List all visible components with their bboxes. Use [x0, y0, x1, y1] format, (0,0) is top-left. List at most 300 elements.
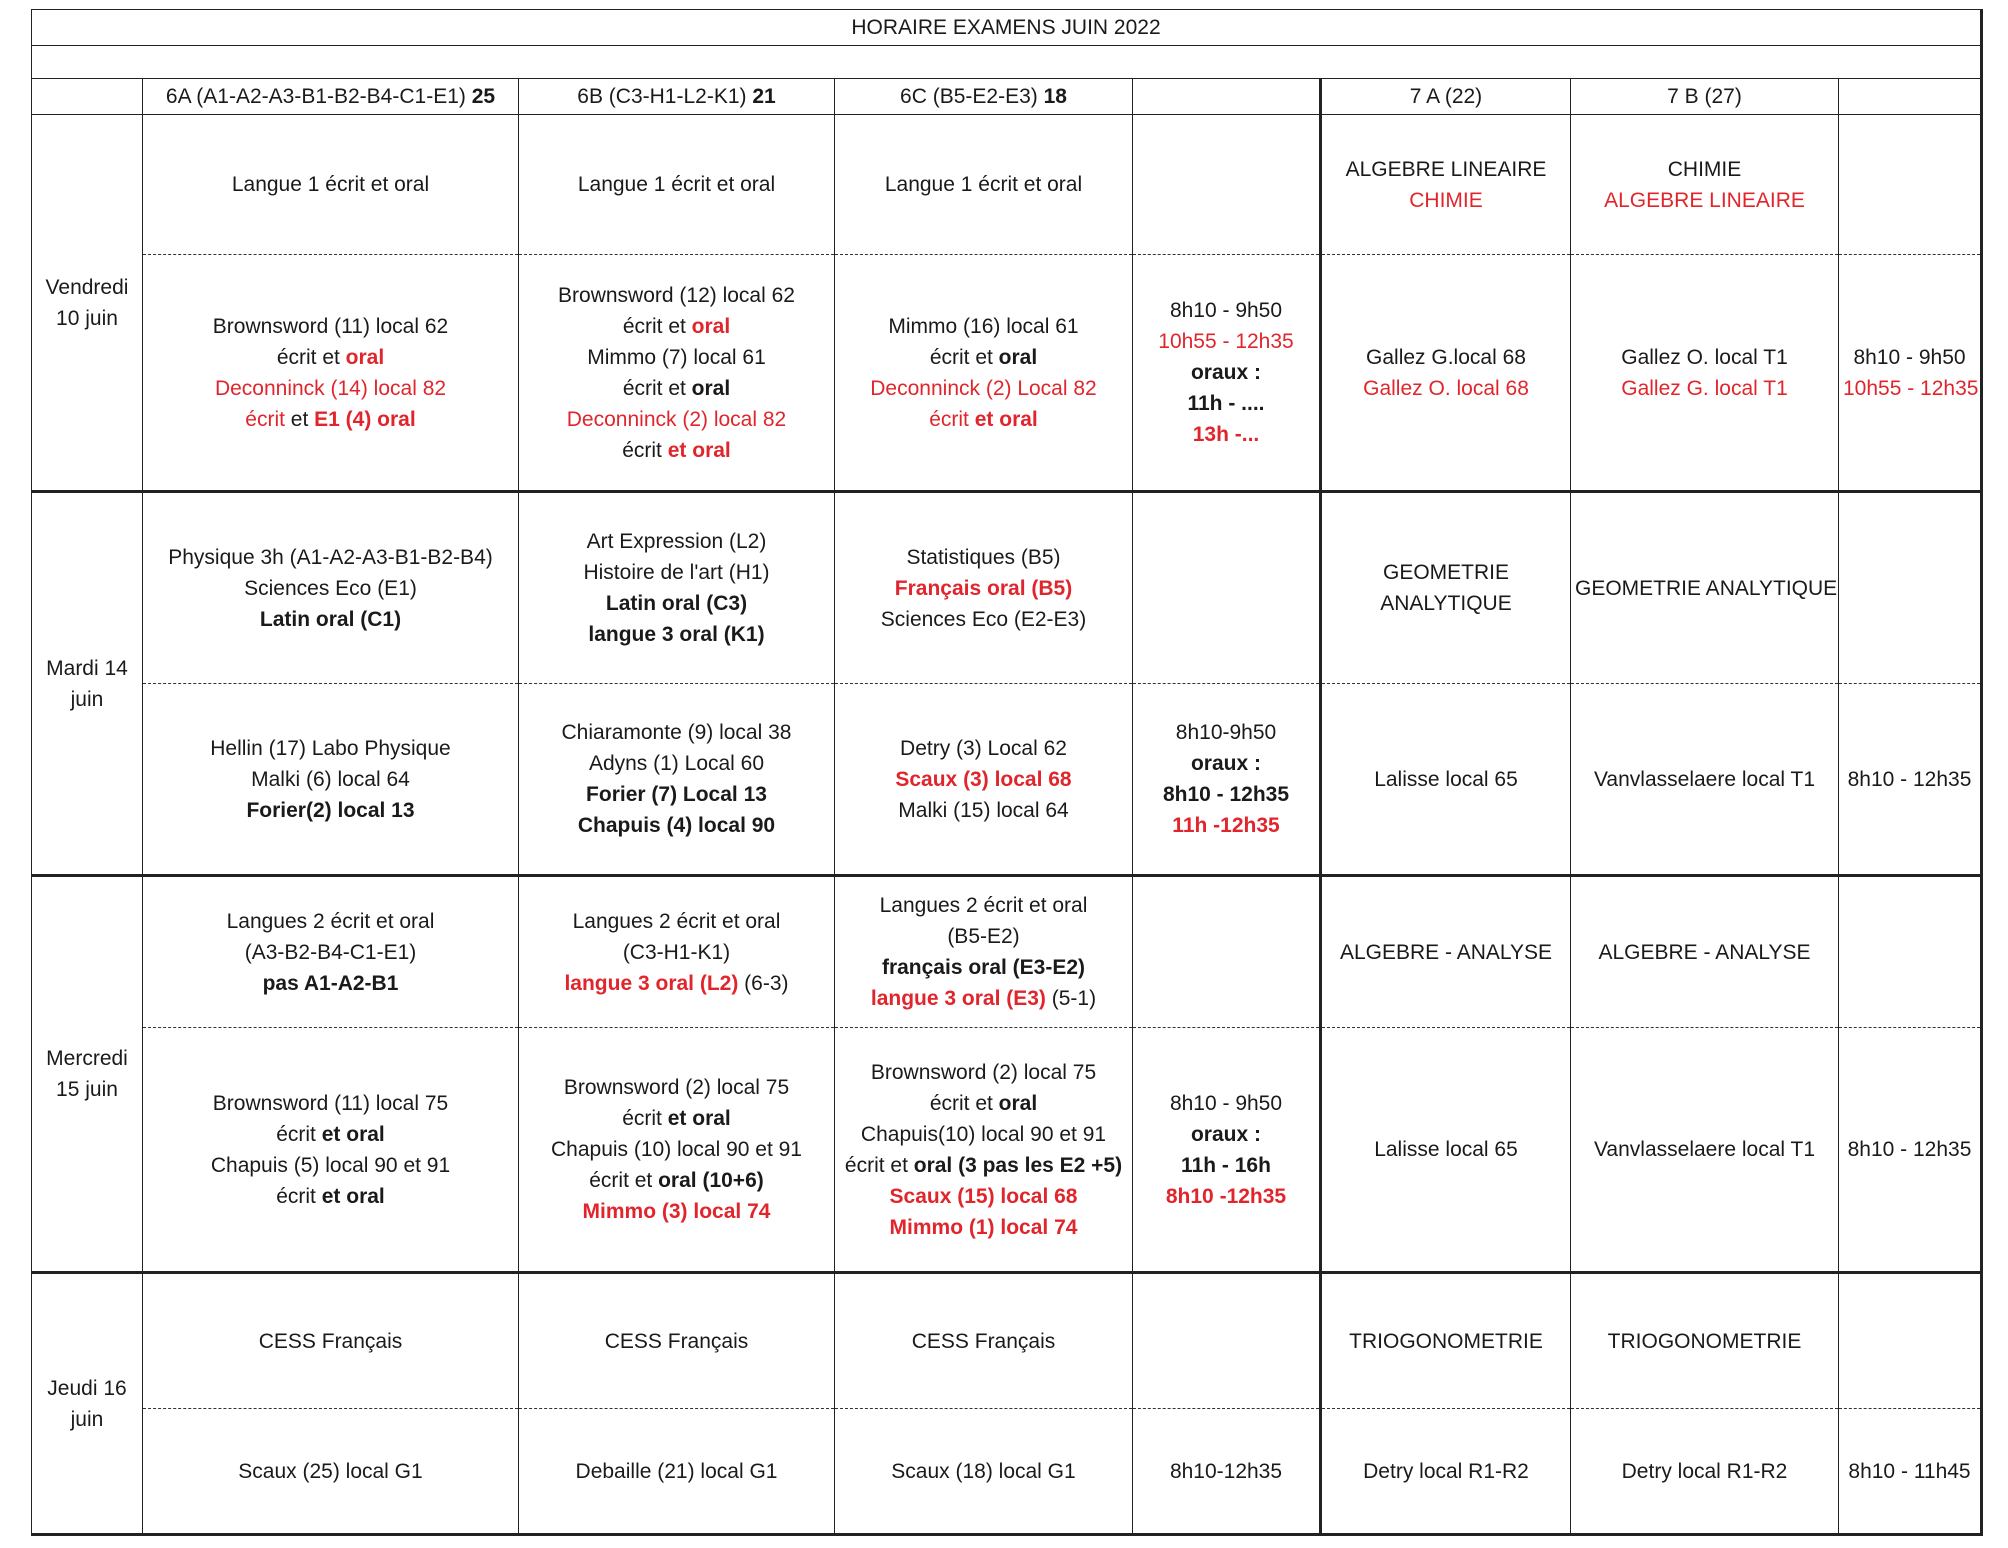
text-run: oral (10+6) — [658, 1169, 764, 1192]
text-run: Histoire de l'art (H1) — [583, 561, 770, 584]
text-run: Langues 2 écrit et oral — [879, 894, 1088, 917]
class-6c-count: 18 — [1043, 85, 1067, 108]
subject-cell-class-6c — [835, 115, 1133, 255]
cell-line — [523, 717, 830, 748]
subject-cell-class-6a — [143, 1273, 519, 1409]
day-room-row — [32, 684, 1982, 876]
cell-line — [1843, 1134, 1976, 1165]
cell-line — [839, 573, 1128, 604]
cell-line — [147, 311, 514, 342]
room-cell-time-7 — [1839, 1409, 1982, 1535]
text-run: Scaux (3) local 68 — [895, 767, 1072, 791]
day-room-row — [32, 255, 1982, 492]
text-run: et — [284, 407, 315, 431]
text-run: écrit et — [622, 314, 692, 338]
subject-cell-time-6 — [1133, 1273, 1321, 1409]
text-run: Latin oral (C3) — [605, 592, 748, 615]
cell-line — [839, 921, 1128, 952]
text-run: 8h10 -12h35 — [1165, 1184, 1287, 1208]
text-run: Detry local R1-R2 — [1363, 1459, 1529, 1483]
room-cell-class-6a — [143, 255, 519, 492]
text-run: Langue 1 écrit et oral — [577, 173, 776, 196]
subject-cell-class-6b — [519, 115, 835, 255]
room-cell-class-7b — [1571, 684, 1839, 876]
cell-line — [839, 604, 1128, 635]
text-run: écrit et — [929, 345, 999, 369]
cell-line — [1326, 1456, 1566, 1487]
subject-cell-class-7b — [1571, 115, 1839, 255]
cell-line — [839, 1119, 1128, 1150]
subject-cell-time-7 — [1839, 1273, 1982, 1409]
header-time-7 — [1839, 79, 1982, 115]
text-run: Brownsword (2) local 75 — [870, 1060, 1097, 1084]
text-run: Latin oral (C1) — [259, 607, 402, 631]
cell-line — [1326, 342, 1566, 373]
subject-cell-class-7a — [1321, 876, 1571, 1028]
cell-line — [1137, 388, 1315, 419]
cell-line — [839, 342, 1128, 373]
text-run: écrit — [929, 407, 975, 431]
text-run: Mimmo (7) local 61 — [587, 345, 766, 369]
text-run: et oral — [974, 407, 1038, 431]
text-run: écrit — [276, 1122, 322, 1146]
cell-line — [147, 733, 514, 764]
day-label-line: 10 juin — [56, 306, 118, 330]
cell-line — [839, 733, 1128, 764]
cell-line — [523, 779, 830, 810]
day-label — [32, 492, 143, 876]
text-run: Malki (15) local 64 — [898, 798, 1069, 822]
cell-line — [147, 795, 514, 826]
text-run: Brownsword (12) local 62 — [558, 283, 795, 307]
text-run: Physique 3h (A1-A2-A3-B1-B2-B4) — [168, 545, 493, 569]
cell-line — [523, 1072, 830, 1103]
text-run: oral — [345, 345, 385, 369]
text-run: CHIMIE — [1409, 188, 1483, 212]
text-run: langue 3 oral (L2) — [564, 971, 739, 995]
subject-cell-class-6b — [519, 876, 835, 1028]
exam-schedule-table — [31, 9, 1983, 1536]
text-run: écrit — [622, 438, 668, 462]
text-run: Brownsword (11) local 62 — [212, 314, 449, 338]
cell-line — [1326, 764, 1566, 795]
text-run: ALGEBRE LINEAIRE — [1604, 188, 1805, 212]
cell-line — [147, 342, 514, 373]
text-run: ALGEBRE - ANALYSE — [1598, 940, 1811, 964]
day-subject-row — [32, 876, 1982, 1028]
text-run: Langue 1 écrit et oral — [231, 173, 430, 196]
cell-line — [523, 1103, 830, 1134]
cell-line — [1137, 419, 1315, 450]
text-run: Deconninck (2) local 82 — [566, 407, 787, 431]
cell-line — [523, 1196, 830, 1227]
text-run: Gallez G. local T1 — [1621, 376, 1788, 400]
schedule-title: HORAIRE EXAMENS JUIN 2022 — [32, 10, 1982, 46]
header-time-6 — [1133, 79, 1321, 115]
text-run: Hellin (17) Labo Physique — [210, 736, 451, 760]
text-run: 8h10 - 9h50 — [1169, 1091, 1283, 1115]
room-cell-time-6 — [1133, 1409, 1321, 1535]
cell-line — [839, 373, 1128, 404]
day-label-line: Jeudi 16 — [47, 1376, 127, 1400]
cell-line — [1575, 185, 1834, 216]
cell-line — [839, 169, 1128, 200]
text-run: 8h10 - 9h50 — [1853, 345, 1966, 369]
subject-cell-time-6 — [1133, 115, 1321, 255]
cell-line — [1326, 937, 1566, 968]
cell-line — [147, 373, 514, 404]
cell-line — [1575, 373, 1834, 404]
text-run: oraux : — [1190, 752, 1261, 775]
cell-line — [523, 906, 830, 937]
text-run: Chapuis (10) local 90 et 91 — [551, 1138, 802, 1161]
text-run: Lalisse local 65 — [1374, 1138, 1518, 1161]
cell-line — [523, 1456, 830, 1487]
subject-cell-class-7a — [1321, 1273, 1571, 1409]
text-run: 11h - 16h — [1181, 1153, 1271, 1177]
text-run: 13h -... — [1192, 423, 1260, 446]
cell-line — [523, 311, 830, 342]
subject-cell-time-6 — [1133, 876, 1321, 1028]
cell-line — [523, 435, 830, 466]
text-run: (A3-B2-B4-C1-E1) — [244, 940, 417, 964]
cell-line — [523, 937, 830, 968]
text-run: Chapuis(10) local 90 et 91 — [860, 1122, 1107, 1146]
cell-line — [147, 1088, 514, 1119]
class-6a-label: 6A (A1-A2-A3-B1-B2-B4-C1-E1) — [165, 85, 472, 108]
day-subject-row — [32, 1273, 1982, 1409]
cell-line — [839, 1326, 1128, 1357]
text-run: et oral — [667, 438, 731, 462]
text-run: 8h10 - 9h50 — [1169, 299, 1283, 322]
day-label-line: Mercredi — [46, 1047, 128, 1070]
text-run: écrit et — [276, 345, 346, 369]
text-run: et oral — [321, 1184, 385, 1208]
cell-line — [147, 1456, 514, 1487]
text-run: 8h10-12h35 — [1169, 1459, 1283, 1483]
room-cell-class-6b — [519, 684, 835, 876]
cell-line — [1326, 185, 1566, 216]
class-6b-count: 21 — [752, 85, 776, 108]
subject-cell-class-7a — [1321, 115, 1571, 255]
text-run: (C3-H1-K1) — [622, 940, 731, 964]
cell-line — [523, 748, 830, 779]
cell-line — [839, 795, 1128, 826]
cell-line — [1575, 1456, 1834, 1487]
text-run: Sciences Eco (E2-E3) — [880, 607, 1087, 631]
subject-cell-time-6 — [1133, 492, 1321, 684]
text-run: Mimmo (1) local 74 — [889, 1215, 1078, 1239]
cell-line — [1843, 373, 1979, 404]
cell-line — [523, 1134, 830, 1165]
cell-line — [147, 1181, 514, 1212]
cell-line — [147, 1150, 514, 1181]
subject-cell-class-6a — [143, 492, 519, 684]
cell-line — [523, 619, 830, 650]
cell-line — [1137, 357, 1315, 388]
day-label-line: 15 juin — [56, 1078, 118, 1101]
text-run: oral — [691, 376, 731, 400]
cell-line — [147, 404, 514, 435]
text-run: (6-3) — [738, 971, 789, 995]
cell-line — [147, 1119, 514, 1150]
room-cell-class-6c — [835, 1028, 1133, 1273]
text-run: Brownsword (11) local 75 — [212, 1091, 449, 1115]
text-run: écrit — [245, 407, 285, 431]
day-label-line: Vendredi — [45, 275, 129, 299]
cell-line — [1575, 937, 1834, 968]
cell-line — [523, 1165, 830, 1196]
text-run: écrit et — [589, 1169, 659, 1192]
cell-line — [1137, 1181, 1315, 1212]
cell-line — [1326, 1326, 1566, 1357]
subject-cell-class-6c — [835, 876, 1133, 1028]
text-run: Forier(2) local 13 — [246, 798, 415, 822]
cell-line — [1843, 342, 1976, 373]
header-class-7a: 7 A (22) — [1321, 79, 1571, 115]
text-run: Mimmo (16) local 61 — [888, 314, 1079, 338]
subject-cell-class-7a — [1321, 492, 1571, 684]
text-run: français oral (E3-E2) — [881, 956, 1086, 979]
text-run: Gallez O. local T1 — [1621, 345, 1788, 369]
text-run: TRIOGONOMETRIE — [1349, 1329, 1543, 1353]
text-run: Brownsword (2) local 75 — [563, 1076, 790, 1099]
text-run: CESS Français — [911, 1329, 1056, 1353]
room-cell-time-6 — [1133, 255, 1321, 492]
text-run: Detry (3) Local 62 — [900, 736, 1067, 760]
cell-line — [523, 810, 830, 841]
header-class-6b — [519, 79, 835, 115]
cell-line — [1326, 373, 1566, 404]
text-run: Detry local R1-R2 — [1621, 1459, 1788, 1483]
cell-line — [1137, 1456, 1315, 1487]
text-run: écrit et — [844, 1153, 914, 1177]
text-run: 8h10 - 12h35 — [1847, 1138, 1972, 1161]
text-run: 10h55 - 12h35 — [1158, 330, 1294, 353]
cell-line — [1326, 557, 1566, 588]
room-cell-class-7a — [1321, 684, 1571, 876]
text-run: CHIMIE — [1667, 157, 1742, 181]
cell-line — [839, 1150, 1128, 1181]
text-run: Scaux (25) local G1 — [238, 1459, 423, 1483]
cell-line — [1137, 326, 1315, 357]
cell-line — [147, 937, 514, 968]
header-day-column — [32, 79, 143, 115]
text-run: langue 3 oral (E3) — [870, 987, 1046, 1010]
text-run: écrit — [276, 1184, 322, 1208]
text-run: Chiaramonte (9) local 38 — [561, 721, 792, 744]
day-label — [32, 115, 143, 492]
cell-line — [1575, 573, 1838, 604]
day-label — [32, 1273, 143, 1535]
subject-cell-class-6a — [143, 876, 519, 1028]
text-run: 11h -12h35 — [1172, 814, 1280, 837]
cell-line — [1326, 154, 1566, 185]
text-run: Gallez G.local 68 — [1366, 345, 1526, 369]
text-run: E1 (4) oral — [314, 407, 416, 431]
cell-line — [523, 526, 830, 557]
cell-line — [839, 764, 1128, 795]
text-run: et oral — [667, 1107, 731, 1130]
cell-line — [523, 968, 830, 999]
room-cell-class-6c — [835, 255, 1133, 492]
room-cell-time-7 — [1839, 1028, 1982, 1273]
text-run: ALGEBRE LINEAIRE — [1345, 157, 1547, 181]
cell-line — [839, 1057, 1128, 1088]
cell-line — [1137, 717, 1315, 748]
text-run: 11h - .... — [1187, 392, 1265, 415]
header-class-6c — [835, 79, 1133, 115]
text-run: Sciences Eco (E1) — [244, 576, 417, 600]
cell-line — [1575, 1134, 1834, 1165]
subject-cell-class-6b — [519, 492, 835, 684]
text-run: Deconninck (14) local 82 — [214, 376, 447, 400]
text-run: Gallez O. local 68 — [1363, 376, 1529, 400]
cell-line — [523, 588, 830, 619]
cell-line — [1575, 764, 1834, 795]
subject-cell-class-6c — [835, 1273, 1133, 1409]
room-cell-class-7a — [1321, 255, 1571, 492]
day-label-line: juin — [70, 687, 104, 711]
cell-line — [523, 404, 830, 435]
cell-line — [523, 280, 830, 311]
class-6c-label: 6C (B5-E2-E3) — [900, 85, 1044, 108]
room-cell-class-6b — [519, 1028, 835, 1273]
cell-line — [523, 169, 830, 200]
cell-line — [523, 1326, 830, 1357]
room-cell-class-7b — [1571, 1409, 1839, 1535]
cell-line — [839, 311, 1128, 342]
room-cell-class-7a — [1321, 1028, 1571, 1273]
room-cell-class-7b — [1571, 1028, 1839, 1273]
blank-row — [32, 46, 1982, 79]
text-run: Statistiques (B5) — [906, 545, 1061, 569]
day-label — [32, 876, 143, 1273]
text-run: Scaux (15) local 68 — [889, 1184, 1078, 1208]
text-run: GEOMETRIE — [1382, 561, 1509, 584]
cell-line — [1137, 810, 1315, 841]
text-run: (B5-E2) — [947, 925, 1020, 948]
cell-line — [1137, 779, 1315, 810]
cell-line — [1326, 588, 1566, 619]
subject-cell-class-6b — [519, 1273, 835, 1409]
text-run: écrit — [622, 1107, 668, 1130]
text-run: 8h10 - 12h35 — [1847, 767, 1972, 791]
text-run: GEOMETRIE ANALYTIQUE — [1575, 576, 1838, 600]
text-run: 8h10-9h50 — [1175, 721, 1277, 744]
subject-cell-time-7 — [1839, 492, 1982, 684]
room-cell-time-7 — [1839, 684, 1982, 876]
room-cell-class-6c — [835, 684, 1133, 876]
room-cell-class-6b — [519, 255, 835, 492]
text-run: Forier (7) Local 13 — [586, 783, 767, 806]
text-run: oraux : — [1190, 1122, 1261, 1146]
text-run: Vanvlasselaere local T1 — [1593, 1138, 1815, 1161]
text-run: Français oral (B5) — [894, 576, 1073, 600]
cell-line — [523, 557, 830, 588]
cell-line — [1575, 342, 1834, 373]
cell-line — [839, 1212, 1128, 1243]
day-label-line: juin — [70, 1407, 104, 1431]
cell-line — [839, 952, 1128, 983]
text-run: Mimmo (3) local 74 — [582, 1200, 771, 1223]
room-cell-class-6c — [835, 1409, 1133, 1535]
exam-schedule-sheet — [31, 9, 1983, 1536]
cell-line — [147, 968, 514, 999]
cell-line — [147, 604, 514, 635]
cell-line — [839, 890, 1128, 921]
cell-line — [1137, 295, 1315, 326]
text-run: pas A1-A2-B1 — [262, 971, 399, 995]
text-run: Scaux (18) local G1 — [891, 1459, 1076, 1483]
subject-cell-class-7b — [1571, 876, 1839, 1028]
text-run: Langue 1 écrit et oral — [884, 173, 1083, 196]
room-cell-class-7b — [1571, 255, 1839, 492]
cell-line — [1843, 1456, 1976, 1487]
cell-line — [1137, 748, 1315, 779]
cell-line — [839, 1181, 1128, 1212]
room-cell-class-6a — [143, 1409, 519, 1535]
text-run: langue 3 oral (K1) — [588, 623, 765, 646]
cell-line — [523, 342, 830, 373]
cell-line — [147, 542, 514, 573]
text-run: oral — [998, 1091, 1038, 1115]
room-cell-time-6 — [1133, 1028, 1321, 1273]
cell-line — [1575, 1326, 1834, 1357]
header-class-7b: 7 B (27) — [1571, 79, 1839, 115]
day-subject-row — [32, 492, 1982, 684]
text-run: Chapuis (5) local 90 et 91 — [210, 1153, 451, 1177]
text-run: écrit et — [622, 376, 692, 400]
subject-cell-class-6a — [143, 115, 519, 255]
room-cell-class-6a — [143, 1028, 519, 1273]
text-run: 8h10 - 11h45 — [1848, 1459, 1971, 1483]
text-run: (5-1) — [1045, 987, 1097, 1010]
subject-cell-class-7b — [1571, 492, 1839, 684]
text-run: Langues 2 écrit et oral — [226, 909, 435, 933]
day-room-row — [32, 1409, 1982, 1535]
text-run: oral — [691, 314, 731, 338]
text-run: CESS Français — [604, 1329, 749, 1353]
text-run: Malki (6) local 64 — [251, 767, 410, 791]
cell-line — [1326, 1134, 1566, 1165]
text-run: Deconninck (2) Local 82 — [870, 376, 1097, 400]
cell-line — [1843, 764, 1976, 795]
text-run: et oral — [321, 1122, 385, 1146]
text-run: Langues 2 écrit et oral — [572, 909, 781, 933]
cell-line — [839, 1088, 1128, 1119]
subject-cell-time-7 — [1839, 876, 1982, 1028]
text-run: TRIOGONOMETRIE — [1607, 1329, 1802, 1353]
room-cell-class-6b — [519, 1409, 835, 1535]
cell-line — [839, 1456, 1128, 1487]
text-run: ALGEBRE - ANALYSE — [1339, 940, 1553, 964]
day-label-line: Mardi 14 — [46, 656, 128, 680]
text-run: Adyns (1) Local 60 — [588, 752, 765, 775]
cell-line — [147, 764, 514, 795]
text-run: oral (3 pas les E2 +5) — [913, 1153, 1123, 1177]
cell-line — [1575, 154, 1834, 185]
text-run: 10h55 - 12h35 — [1843, 376, 1979, 400]
subject-cell-time-7 — [1839, 115, 1982, 255]
text-run: CESS Français — [258, 1329, 403, 1353]
cell-line — [147, 169, 514, 200]
text-run: Vanvlasselaere local T1 — [1593, 767, 1815, 791]
cell-line — [839, 404, 1128, 435]
cell-line — [147, 573, 514, 604]
text-run: Lalisse local 65 — [1374, 767, 1518, 791]
cell-line — [839, 983, 1128, 1014]
